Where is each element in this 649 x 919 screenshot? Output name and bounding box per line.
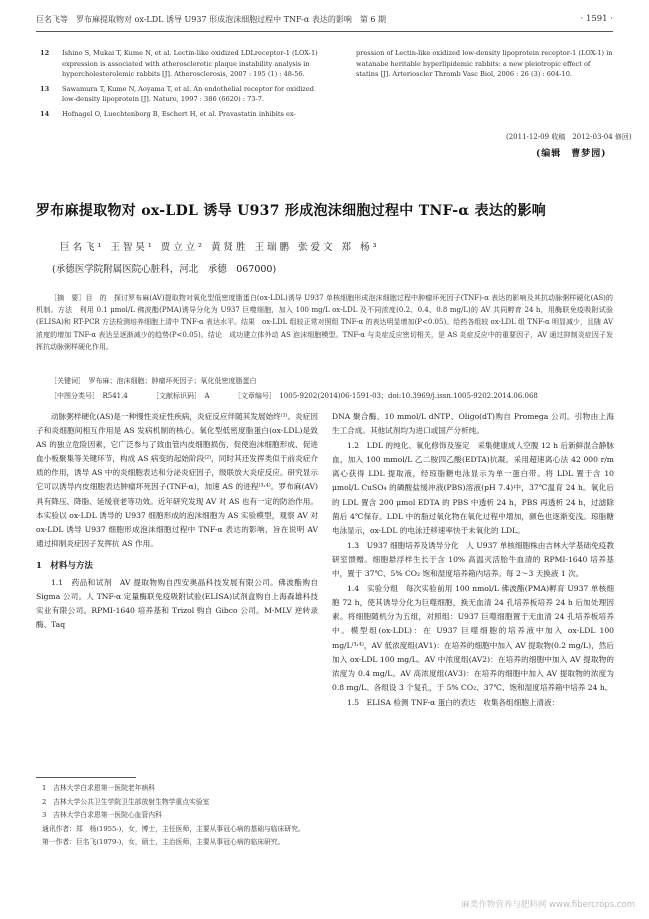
- footnotes: [36, 782, 318, 850]
- authors: 巨名飞¹ 王智昊¹ 贾立立² 黄贤胜 王瑞鹏 张爱文 郑 杨³: [60, 242, 380, 253]
- paragraph: 动脉粥样硬化(AS)是一种慢性炎症性疾病，炎症反应伴随其发展始终⁽¹⁾。炎症因子和炎细胞间相互作用是 AS 发病机制的核心。氧化型低密度脂蛋白(ox-LDL)是致 AS 的独立危险因素，它广泛参与了致血管内皮细胞损伤、促使泡沫细胞形成、促进血小板聚集等关键环节，构成 AS 病变的起始阶段⁽²⁾，同时其还发挥类似于前炎症介质的作用，诱导 AS 中的炎细胞表达和分泌炎症因子，级联放大炎症反应。研究显示它可以诱导内皮细胞表达肿瘤坏死因子(TNF-α)，加速 AS 的进程⁽³˒⁴⁾。罗布麻(AV)具有降压、降脂、延缓衰老等功效。近年研究发现 AV 对 AS 也有一定的防治作用。本实验以 ox-LDL 诱导的 U937 细胞形成的泡沫细胞为 AS 实验模型，观察 AV 对 ox-LDL 诱导 U937 细胞形成泡沫细胞过程中 TNF-α 表达的影响，旨在说明 AV 通过抑制炎症因子发挥抗 AS 作用。: [36, 412, 318, 548]
- footnote: 第一作者：巨名飞(1979-)，女，硕士，主治医师，主要从事冠心病的临床研究。: [42, 838, 285, 846]
- abstract-text: 目 的 探讨罗布麻(AV)提取物对氧化型低密度脂蛋白(ox-LDL)诱导 U937 单核细胞形成泡沫细胞过程中肿瘤坏死因子(TNF)-α 表达的影响及其抗动脉粥样硬化(AS)的机制。方法 利用 0.1 μmol/L 佛波酯(PMA)诱导分化为 U937 巨噬细胞，加入 100 mg/L ox-LDL 及不同浓度(0.2、0.4、0.8 mg/L)的 AV 共同孵育 24 h，用酶联免疫吸附试验(ELISA)和 RT-PCR 方法检测培养细胞上清中 TNF-α 表达水平。结果 ox-LDL 组较正常对照组 TNF-α 的表达明显增加(P<0.05)。给药各组较 ox-LDL 组 TNF-α 明显减少，且随 AV 浓度的增加 TNF-α 表达呈逐渐减少的趋势(P<0.05)。结论 成功建立体外动 AS 泡沫细胞模型。TNF-α 与炎症反应密切相关，是 AS 炎症反应中的重要因子，AV 通过抑制炎症因子发挥抗动脉粥样硬化作用。: [36, 294, 614, 351]
- classification-row: [50, 391, 560, 401]
- page-number: · 1591 ·: [580, 14, 613, 24]
- affiliation: (承德医学院附属医院心脏科，河北 承德 067000): [52, 264, 277, 275]
- editor-credit: (编辑 曹梦园): [536, 149, 607, 159]
- reference-item: 14 Hofnagel O, Luechtenborg B, Eschert H, et al. Pravastatin inhibits ex-: [40, 109, 296, 118]
- header-rule: [36, 31, 613, 32]
- keywords: ［关键词］ 罗布麻；泡沫细胞；肿瘤坏死因子；氧化低密度脂蛋白: [50, 377, 257, 385]
- article-title: 罗布麻提取物对 ox-LDL 诱导 U937 形成泡沫细胞过程中 TNF-α 表达的影响: [36, 203, 547, 219]
- paragraph: DNA 聚合酶、10 mmol/L dNTP、Oligo(dT)购自 Promega 公司。引物由上海生工合成。其他试剂均为进口或国产分析纯。: [332, 412, 614, 436]
- running-header: [36, 14, 613, 28]
- reference-continuation: pression of Lectin-like oxidized low-density lipoprotein receptor-1 (LOX-1) in watanabe heritable hyperlipidemic rabbits: a new pleiotropic effect of statins [J]. Arterioscler Thromb Vasc Biol, 2006 : 26 (3) : 604-10.: [356, 49, 613, 79]
- article-id: ［文章编号］ 1005-9202(2014)06-1591-03；doi:10.3969/j.issn.1005-9202.2014.06.068: [233, 392, 538, 400]
- paragraph: 1.2 LDL 的纯化、氧化修饰及鉴定 采集健康成人空腹 12 h 后新鲜混合静脉血，加入 100 mmol/L 乙二胺四乙酸(EDTA)抗凝。采用超速离心法 42 000 r/m 离心获得 LDL 提取液，经琼脂糖电泳显示为单一蛋白带。将 LDL 置于含 10 μmol/L CuSO₄ 的磷酸盐缓冲液(PBS)溶液(pH 7.4)中，37℃温育 24 h。氧化后的 LDL 置含 200 μmol EDTA 的 PBS 中透析 24 h，PBS 再透析 24 h，过滤除菌后 4℃保存。LDL 中的脂过氧化物在氧化过程中增加，颜色也逐渐变浅。琼脂糖电泳显示，ox-LDL 的电泳迁移速率快于未氧化的 LDL。: [332, 441, 614, 535]
- reference-item: 12 Ishino S, Mukai T, Kume N, et al. Lectin-like oxidized LDLreceptor-1 (LOX-1) expression is associated with atherosclerotic plaque instability analysis in hypercholesterolemic rabbits [J]. Atherosclerosis, 2007 : 195 (1) : 48-56.: [40, 49, 318, 79]
- paragraph: 1.5 ELISA 检测 TNF-α 蛋白的表达 收集各组细胞上清液：: [347, 697, 560, 707]
- abstract: [36, 292, 613, 353]
- reference-item: 13 Sawamura T, Kume N, Aoyama T, et al. An endothelial receptor for oxidized low-density lipoprotein [J]. Nature, 1997 : 386 (6620) : 73-7.: [40, 84, 315, 104]
- paragraph: 1.1 药品和试剂 AV 提取物购自西安奥晶科技发展有限公司。佛波酯购自 Sigma 公司。人 TNF-α 定量酶联免疫吸附试验(ELISA)试剂盒购自上海森雄科技实业有限公司。RPMI-1640 培养基和 Trizol 购自 Gibco 公司。M-MLV 逆转录酶、Taq: [36, 578, 318, 630]
- abstract-label: ［摘 要］: [50, 294, 86, 302]
- footnote-rule: [36, 777, 136, 778]
- watermark: 麻类作物营养与肥料网 www.fibercrops.com: [461, 900, 635, 910]
- section-heading: 1 材料与方法: [36, 560, 93, 571]
- received-date: (2011-12-09 收稿 2012-03-04 修回): [506, 133, 632, 141]
- references-right: [330, 48, 614, 84]
- paragraph: 1.3 U937 细胞培养及诱导分化 人 U937 单核细胞株由吉林大学基础免疫教研室馈赠。细胞悬浮样生长于含 10% 高温灭活胎牛血清的 RPMI-1640 培养基中，置于 37℃、5% CO₂ 饱和湿度培养箱内培养。每 2～3 天换液 1 次。: [332, 540, 614, 579]
- footnote: 3 吉林大学白求恩第一医院心血管内科: [42, 811, 162, 819]
- body-column-right: [332, 410, 614, 711]
- clc-number: ［中图分类号］ R541.4: [50, 392, 128, 400]
- paragraph: 1.4 实验分组 每次实验前用 100 nmol/L 佛波酯(PMA)孵育 U937 单核细胞 72 h，使其诱导分化为巨噬细胞，换无血清 24 孔培养板培养 24 h 后加处理因素。将细胞随机分为五组，对照组：U937 巨噬细胞置于无血清 24 孔培养板培养中。模型组(ox-LDL)：在 U937 巨噬细胞的培养液中加入 ox-LDL 100 mg/L⁽³˒⁴⁾，AV 低浓度组(AV1)：在培养的细胞中加入 AV 提取物(0.2 mg/L)，然后加入 ox-LDL 100 mg/L。AV 中浓度组(AV2)：在培养的细胞中加入 AV 提取物的浓度为 0.4 mg/L。AV 高浓度组(AV3)：在培养的细胞中加入 AV 提取物的浓度为 0.8 mg/L。各组设 3 个复孔，于 5% CO₂、37℃、饱和湿度培养箱中培养 24 h。: [332, 584, 614, 692]
- doc-code: ［文献标识码］ A: [152, 392, 210, 400]
- body-column-left: [36, 410, 318, 633]
- footnote: 2 吉林大学公共卫生学院卫生部放射生物学重点实验室: [42, 797, 210, 806]
- running-title: 巨名飞等 罗布麻提取物对 ox-LDL 诱导 U937 形成泡沫细胞过程中 TNF-α 表达的影响 第 6 期: [36, 15, 387, 24]
- references-left: [36, 48, 318, 124]
- footnote: 通讯作者：郑 杨(1955-)，女，博士，主任医师，主要从事冠心病的基础与临床研究。: [42, 824, 305, 833]
- footnote: 1 吉林大学白求恩第一医院老年病科: [42, 784, 156, 792]
